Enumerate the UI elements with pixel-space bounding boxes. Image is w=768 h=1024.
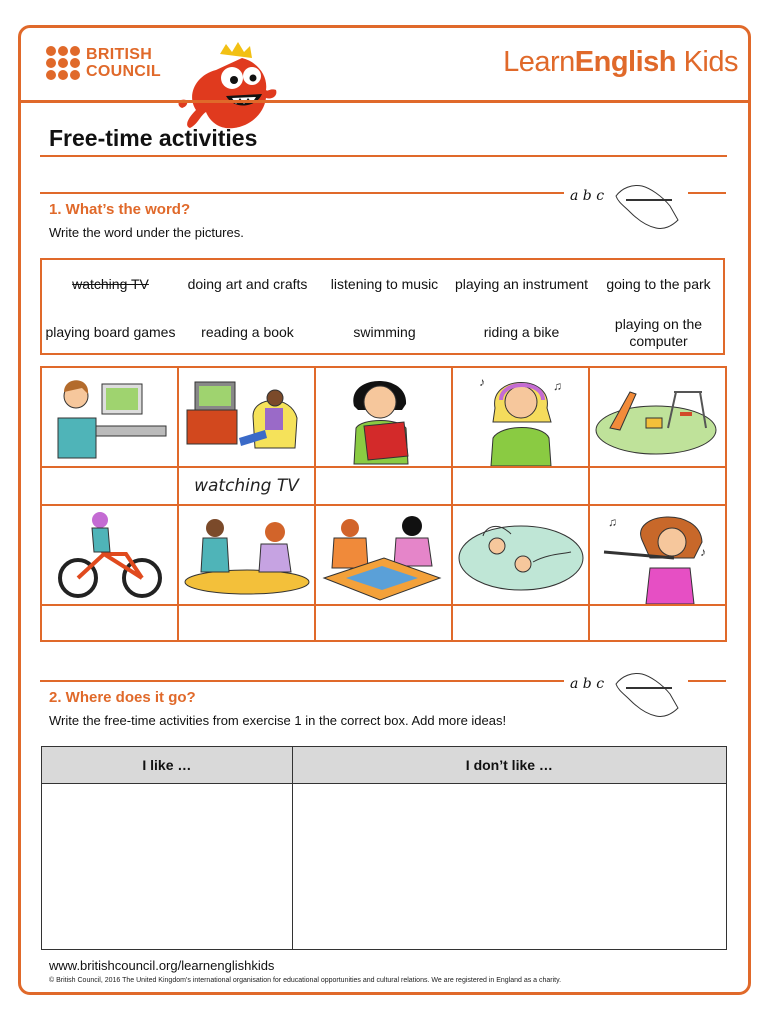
word-bank-item: playing on the computer bbox=[614, 315, 703, 349]
title-divider bbox=[40, 155, 727, 157]
british-council-logo bbox=[46, 46, 186, 86]
picture-cell bbox=[177, 504, 316, 606]
brand-line-1: BRITISH bbox=[86, 46, 153, 63]
picture-cell bbox=[40, 504, 179, 606]
writing-hand-icon bbox=[566, 176, 696, 236]
col-like-header: I like … bbox=[42, 747, 293, 784]
section1-instruction: Write the word under the pictures. bbox=[49, 225, 244, 240]
section1-heading: 1. What’s the word? bbox=[49, 201, 191, 218]
like-writing-area[interactable] bbox=[42, 784, 293, 950]
answer-cell[interactable] bbox=[40, 466, 179, 506]
dislike-writing-area[interactable] bbox=[292, 784, 726, 950]
tv-watcher-icon bbox=[179, 368, 314, 466]
picture-cell bbox=[40, 366, 179, 468]
monster-mascot-icon bbox=[176, 40, 280, 132]
art-crafts-icon bbox=[179, 506, 314, 604]
reading-girl-icon bbox=[316, 368, 451, 466]
answer-cell[interactable] bbox=[177, 604, 316, 642]
section2-rule bbox=[40, 680, 564, 682]
answer-cell[interactable] bbox=[177, 466, 316, 506]
footer-url[interactable]: www.britishcouncil.org/learnenglishkids bbox=[49, 958, 275, 973]
word-bank-item: doing art and crafts bbox=[187, 276, 308, 292]
picture-cell bbox=[451, 366, 590, 468]
word-bank-item: reading a book bbox=[201, 324, 294, 340]
brand-line-2: COUNCIL bbox=[86, 63, 161, 80]
word-bank-item: swimming bbox=[353, 324, 416, 340]
section1-rule bbox=[40, 192, 564, 194]
word-bank bbox=[40, 258, 725, 355]
music-listener-icon bbox=[453, 368, 588, 466]
word-bank-text: watching TV bbox=[72, 276, 149, 292]
word-bank-item: listening to music bbox=[330, 276, 439, 292]
picture-cell bbox=[588, 504, 727, 606]
col-dislike-header: I don’t like … bbox=[292, 747, 726, 784]
picture-grid bbox=[40, 366, 727, 642]
board-game-icon bbox=[316, 506, 451, 604]
svg-text:♪: ♪ bbox=[479, 375, 485, 389]
picture-cell bbox=[314, 504, 453, 606]
answer-cell[interactable] bbox=[40, 604, 179, 642]
product-light: Learn bbox=[503, 46, 575, 78]
bike-rider-icon bbox=[42, 506, 177, 604]
answer-cell[interactable] bbox=[588, 466, 727, 506]
svg-text:♫: ♫ bbox=[553, 379, 562, 393]
section2-instruction: Write the free-time activities from exercise 1 in the correct box. Add more ideas! bbox=[49, 713, 507, 728]
answer-cell[interactable] bbox=[451, 466, 590, 506]
word-bank-item bbox=[42, 262, 179, 307]
example-answer: watching TV bbox=[194, 476, 299, 496]
svg-text:♫: ♫ bbox=[608, 515, 617, 529]
section2-heading: 2. Where does it go? bbox=[49, 689, 196, 706]
computer-player-icon bbox=[42, 368, 177, 466]
word-bank-item: playing board games bbox=[45, 324, 176, 340]
picture-cell bbox=[177, 366, 316, 468]
header-divider bbox=[21, 100, 748, 103]
product-bold: English bbox=[574, 46, 677, 78]
logo-dots-icon bbox=[46, 46, 82, 82]
flute-player-icon bbox=[590, 506, 725, 604]
word-bank-item: riding a bike bbox=[483, 324, 560, 340]
picture-cell bbox=[588, 366, 727, 468]
picture-cell bbox=[451, 504, 590, 606]
answer-cell[interactable] bbox=[314, 466, 453, 506]
answer-cell[interactable] bbox=[588, 604, 727, 642]
learnenglish-kids-logo bbox=[503, 46, 738, 79]
answer-cell[interactable] bbox=[451, 604, 590, 642]
hand-letters: a b c bbox=[570, 188, 605, 204]
picture-cell bbox=[314, 366, 453, 468]
word-bank-item: playing an instrument bbox=[454, 276, 589, 292]
park-playground-icon bbox=[590, 368, 725, 466]
product-end: Kids bbox=[683, 46, 738, 78]
footer-copyright: © British Council, 2016 The United Kingdom’s international organisation for educational opportunities and cultural relations. We are registered in England as a charity. bbox=[49, 977, 562, 984]
page-title: Free-time activities bbox=[49, 125, 258, 151]
likes-table bbox=[41, 746, 727, 950]
hand-letters: a b c bbox=[570, 676, 605, 692]
swimming-icon bbox=[453, 506, 588, 604]
writing-hand-icon bbox=[566, 664, 696, 724]
svg-text:♪: ♪ bbox=[700, 545, 706, 559]
word-bank-item: going to the park bbox=[606, 276, 711, 292]
answer-cell[interactable] bbox=[314, 604, 453, 642]
